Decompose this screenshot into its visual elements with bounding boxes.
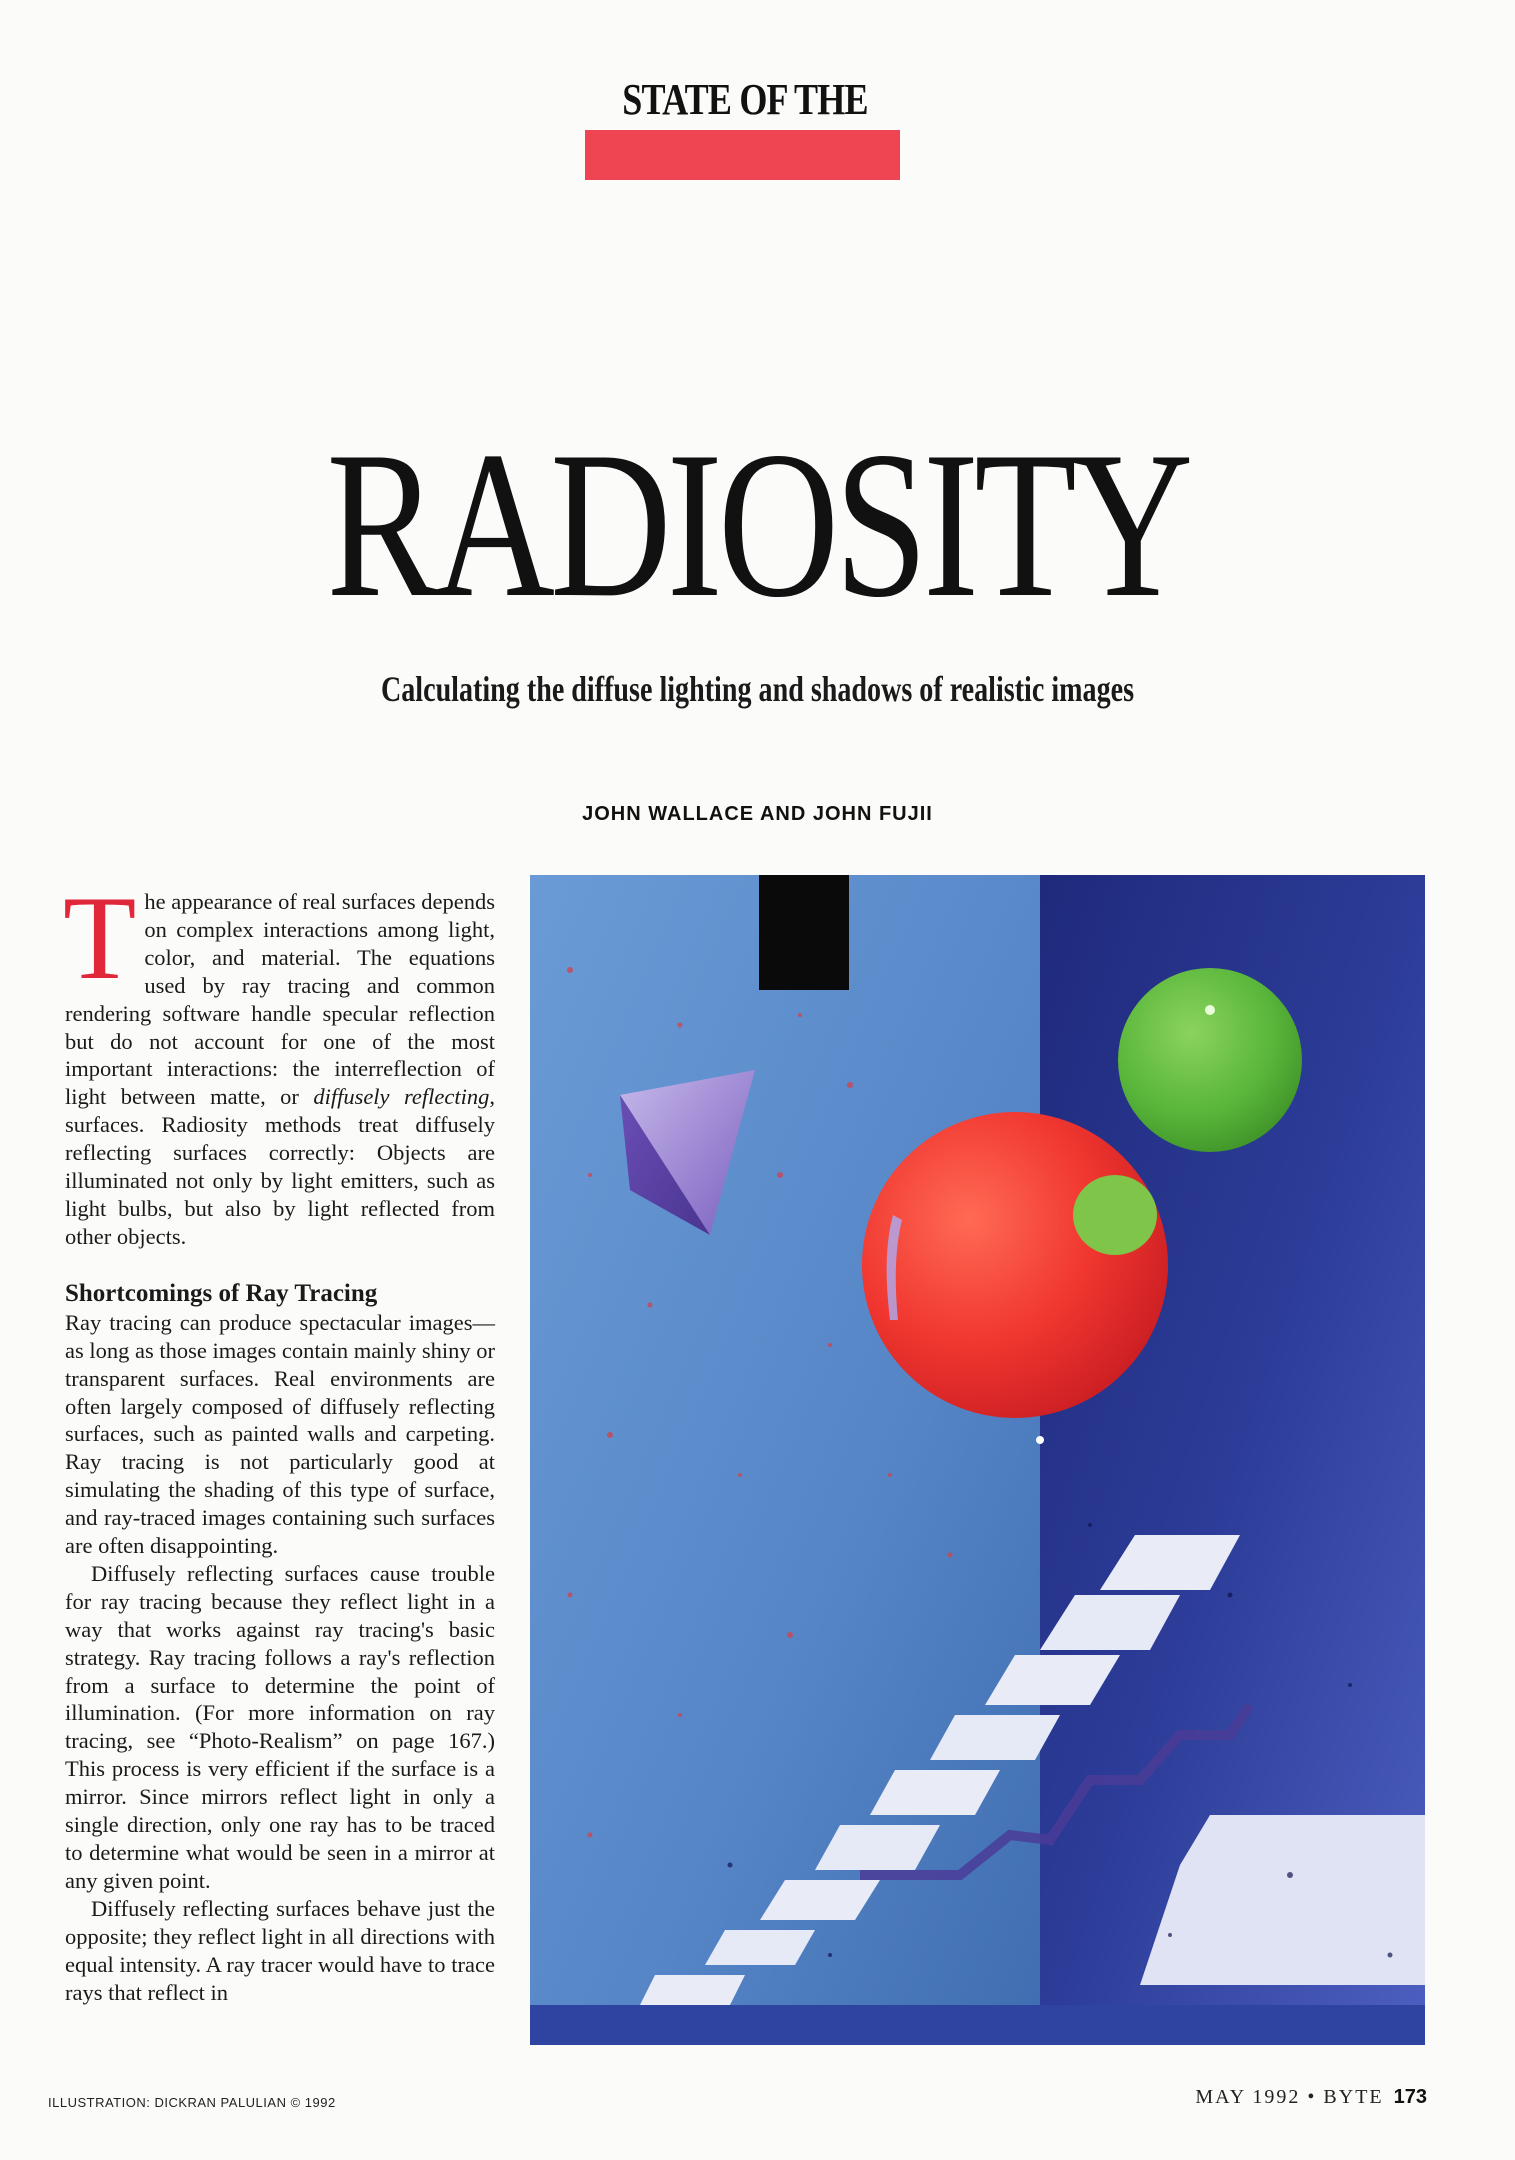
speckle — [787, 1632, 793, 1638]
speckle — [588, 1833, 593, 1838]
page-number: 173 — [1393, 2086, 1427, 2108]
article-subtitle: Calculating the diffuse lighting and shadows of realistic images — [380, 669, 1135, 709]
red-sphere-highlight — [1036, 1436, 1044, 1444]
speckle — [798, 1013, 802, 1017]
speckle — [567, 967, 573, 973]
section-heading: Shortcomings of Ray Tracing — [65, 1279, 378, 1307]
red-sphere — [862, 1112, 1168, 1418]
dropcap: T — [63, 871, 137, 1004]
paragraph-diffuse-trouble: Diffusely reflecting surfaces cause trouble for ray tracing because they reflect light in a way that works against ray tracing's basic strategy. Ray tracing follows a ray's reflection from a surface to determine the point of illumination. (For more information on ray tracing, see “Photo-Realism” on page 167.) This process is very efficient if the surface is a mirror. Since mirrors reflect light in only a single direction, only one ray has to be traced to determine what would be seen in a mirror at any given point. — [65, 1560, 495, 1893]
stair-step — [640, 1975, 745, 2005]
cover-illustration — [530, 875, 1425, 2045]
article-title: RADIOSITY — [326, 409, 1189, 641]
speckle — [888, 1473, 892, 1477]
floor — [530, 2005, 1425, 2045]
speckle — [1388, 1953, 1393, 1958]
article-byline: JOHN WALLACE AND JOHN FUJII — [582, 803, 933, 825]
body-column — [63, 871, 495, 2006]
speckle — [588, 1173, 592, 1177]
issue-line: MAY 1992 • BYTE — [1195, 2086, 1384, 2108]
speckle — [648, 1303, 653, 1308]
speckle — [678, 1023, 683, 1028]
section-accent-bar — [585, 130, 900, 180]
window-opening — [759, 875, 849, 990]
footer-issue — [1195, 2086, 1427, 2109]
paragraph-intro-text-a: he appearance of real surfaces depends on complex interactions among light, color, and material. The equations used by ray tracing and common rendering software handle specular reflection but do not account for one of the most important interactions: the interreflection of light between matte, or — [65, 889, 495, 1110]
speckle — [728, 1863, 733, 1868]
speckle — [777, 1172, 783, 1178]
green-reflection-on-sphere — [1073, 1175, 1157, 1255]
speckle — [678, 1713, 682, 1717]
paragraph-intro-text-b: , surfaces. Radiosity methods treat diffusely reflecting surfaces correctly: Objects are illuminated not only by light emitters, such as light bulbs, but also by light reflected from other objects. — [65, 1084, 495, 1249]
speckle — [1228, 1593, 1233, 1598]
speckle — [828, 1343, 832, 1347]
speckle — [1348, 1683, 1352, 1687]
paragraph-intro-emphasis: diffusely reflecting — [313, 1084, 490, 1110]
green-sphere — [1118, 968, 1302, 1152]
paragraph-ray-tracing: Ray tracing can produce spectacular images—as long as those images contain mainly shiny or transparent surfaces. Real environments are often largely composed of diffusely reflecting surfaces, such as painted walls and carpeting. Ray tracing is not particularly good at simulating the shading of this type of surface, and ray-traced images containing such surfaces are often disappointing. — [65, 1309, 495, 1559]
speckle — [948, 1553, 953, 1558]
speckle — [607, 1432, 613, 1438]
paragraph-intro — [63, 871, 495, 1251]
green-sphere-highlight — [1205, 1005, 1215, 1015]
speckle — [847, 1082, 853, 1088]
paragraph-diffuse-opposite: Diffusely reflecting surfaces behave just the opposite; they reflect light in all directions with equal intensity. A ray tracer would have to trace rays that reflect in — [65, 1895, 495, 2005]
speckle — [738, 1473, 742, 1477]
illustration-credit: ILLUSTRATION: DICKRAN PALULIAN © 1992 — [48, 2095, 336, 2110]
speckle — [1088, 1523, 1092, 1527]
speckle — [828, 1953, 832, 1957]
speckle — [568, 1593, 573, 1598]
speckle — [1287, 1872, 1293, 1878]
speckle — [1168, 1933, 1172, 1937]
section-label: STATE OF THE — [622, 75, 868, 124]
